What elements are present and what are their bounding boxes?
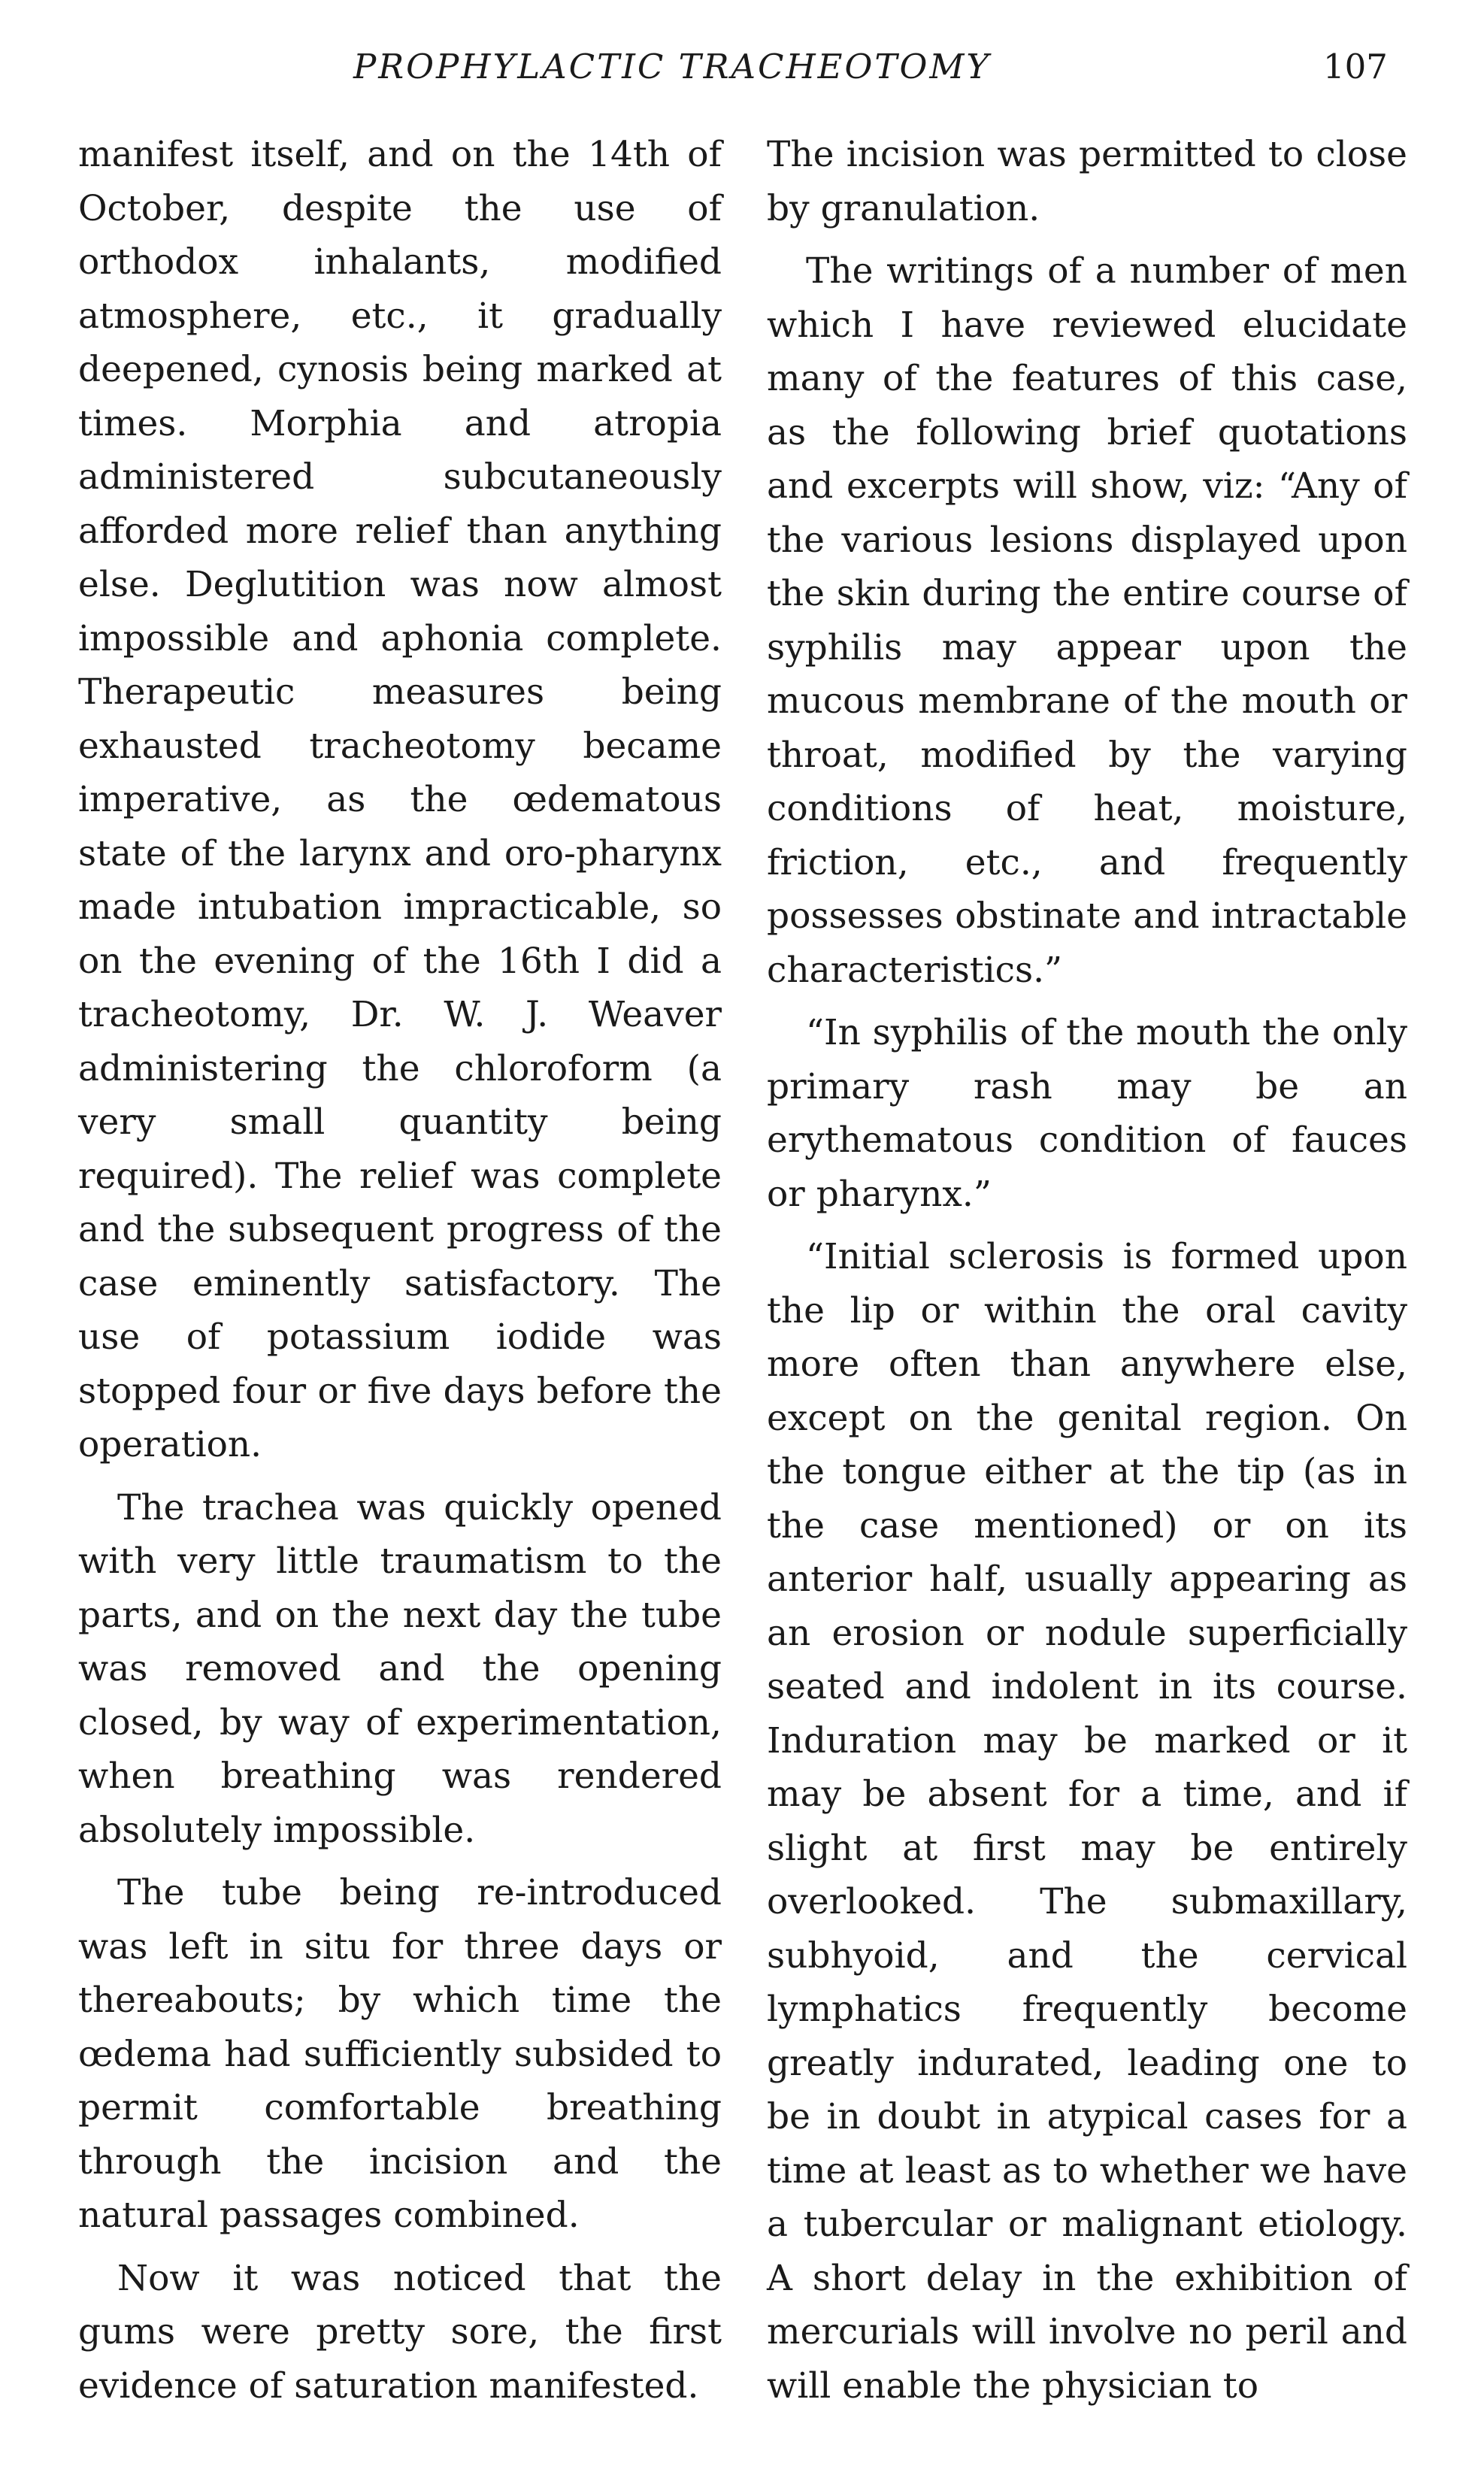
page-number: 107 (1323, 47, 1388, 86)
quotation-paragraph: “In syphilis of the mouth the only primary rash may be an erythematous condition of fauces or pharynx.” (767, 1012, 1407, 1215)
right-column (767, 128, 1407, 2413)
running-head (0, 47, 1484, 99)
paragraph: The tube being re-introduced was left in situ for three days or thereabouts; by which time the œdema had sufficiently subsided to permit comfortable breathing through the incision and the natural passages combined. (78, 1872, 722, 2236)
paragraph-continued: manifest itself, and on the 14th of October, despite the use of orthodox inhalants, modified atmosphere, etc., it gradually deepened, cynosis being marked at times. Morphia and atropia administered subcutaneously afforded more relief than anything else. Deglutition was now almost impossible and aphonia complete. Therapeutic measures being exhausted tracheotomy became imperative, as the œdematous state of the larynx and oro-pharynx made intubation impracticable, so on the evening of the 16th I did a tracheotomy, Dr. W. J. Weaver administering the chloroform (a very small quantity being required). The relief was complete and the subsequent progress of the case eminently satisfactory. The use of potassium iodide was stopped four or five days before the operation. (78, 134, 722, 1465)
left-column (78, 128, 722, 2413)
paragraph: Now it was noticed that the gums were pretty sore, the first evidence of saturation manifested. (78, 2257, 722, 2407)
paragraph: The writings of a number of men which I have reviewed elucidate many of the features of this case, as the following brief quotations and excerpts will show, viz: “Any of the various lesions displayed upon the skin during the entire course of syphilis may appear upon the mucous membrane of the mouth or throat, modified by the varying conditions of heat, moisture, friction, etc., and frequently possesses obstinate and intractable characteristics.” (767, 250, 1407, 991)
running-title: PROPHYLACTIC TRACHEOTOMY (353, 47, 992, 86)
quotation-paragraph: “Initial sclerosis is formed upon the lip or within the oral cavity more often than anywhere else, except on the genital region. On the tongue either at the tip (as in the case mentioned) or on its anterior half, usually appearing as an erosion or nodule superficially seated and indolent in its course. Induration may be marked or it may be absent for a time, and if slight at first may be entirely overlooked. The submaxillary, subhyoid, and the cervical lymphatics frequently become greatly indurated, leading one to be in doubt in atypical cases for a time at least as to whether we have a tubercular or malignant etiology. A short delay in the exhibition of mercurials will involve no peril and will enable the physician to (767, 1236, 1407, 2407)
paragraph: The trachea was quickly opened with very little traumatism to the parts, and on the next day the tube was removed and the opening closed, by way of experimentation, when breathing was rendered absolutely impossible. (78, 1486, 722, 1851)
paragraph: The incision was permitted to close by granulation. (767, 134, 1407, 229)
